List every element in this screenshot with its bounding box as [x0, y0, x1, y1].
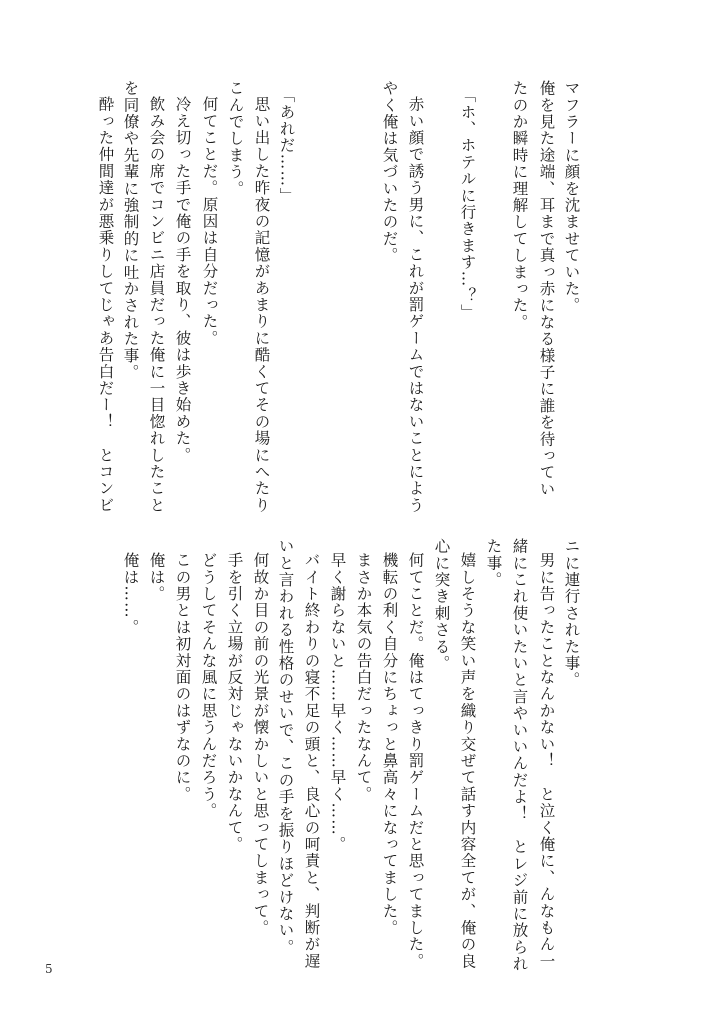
text-column: どうしてそんな風に思うんだろう。 — [199, 552, 218, 820]
text-column: た事。 — [484, 538, 503, 589]
text-column: 何てことだ。俺はてっきり罰ゲームだと思ってました。 — [406, 552, 425, 970]
text-column: いと言われる性格のせいで、この手を振りほどけない。 — [276, 538, 295, 956]
text-column: マフラーに顔を沈ませていた。 — [562, 80, 581, 314]
text-column: 心に突き刺さる。 — [432, 538, 451, 672]
text-column: 何てことだ。原因は自分だった。 — [200, 96, 219, 347]
text-column: この男とは初対面のはずなのに。 — [173, 552, 192, 803]
text-column: まさか本気の告白だったなんて。 — [354, 552, 373, 803]
text-column: 俺は……。 — [121, 552, 140, 636]
text-column: 「ホ、ホテルに行きます…？」 — [458, 87, 477, 321]
text-column: 冷え切った手で俺の手を取り、彼は歩き始めた。 — [173, 96, 192, 464]
text-column: 機転の利く自分にちょっと鼻高々になってました。 — [380, 552, 399, 937]
text-column: 赤い顔で誘う男に、これが罰ゲームではないことによう — [406, 96, 425, 514]
text-column: やく俺は気づいたのだ。 — [380, 80, 399, 264]
text-column: 思い出した昨夜の記憶があまりに酷くてその場にへたり — [252, 96, 271, 514]
text-column: 早く謝らないと……早く……早く……。 — [328, 552, 347, 853]
text-column: を同僚や先輩に強制的に吐かされた事。 — [121, 80, 140, 381]
text-column: 手を引く立場が反対じゃないかなんて。 — [225, 552, 244, 853]
text-column: バイト終わりの寝不足の頭と、良心の呵責と、判断が遅 — [302, 552, 321, 970]
text-column: たのか瞬時に理解してしまった。 — [510, 80, 529, 331]
text-column: 男に告ったことなんかない！ と泣く俺に、んなもん一 — [537, 552, 556, 970]
page-number: 5 — [45, 962, 53, 976]
text-column: 何故か目の前の光景が懐かしいと思ってしまって。 — [251, 552, 270, 937]
text-column: 「あれだ……」 — [277, 87, 296, 204]
text-column: ニに連行された事。 — [562, 538, 581, 689]
text-column: 嬉しそうな笑い声を織り交ぜて話す内容全てが、俺の良 — [458, 552, 477, 970]
text-column: 飲み会の席でコンビニ店員だった俺に一目惚れしたこと — [147, 96, 166, 514]
text-column: こんでしまう。 — [226, 80, 245, 197]
text-column: 俺は。 — [147, 552, 166, 603]
text-column: 俺を見た途端、耳まで真っ赤になる様子に誰を待ってい — [537, 80, 556, 498]
text-column: 酔った仲間達が悪乗りしてじゃあ告白だー！ とコンビ — [96, 96, 115, 514]
text-column: 緒にこれ使いたいと言やいいんだよ！ とレジ前に放られ — [510, 538, 529, 973]
